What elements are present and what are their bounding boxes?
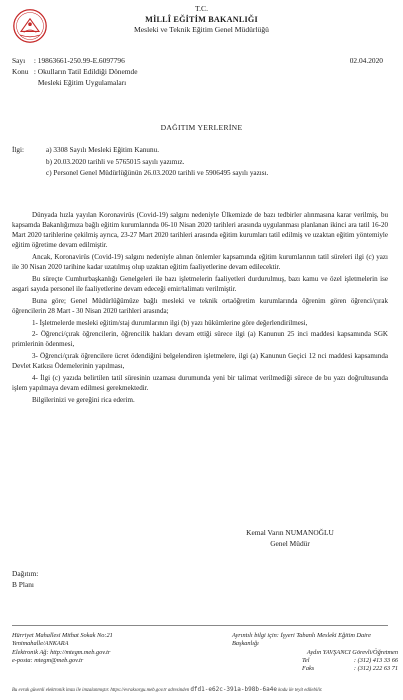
footer-contact xyxy=(232,632,398,673)
footer-fax-row xyxy=(232,665,398,673)
meb-logo-icon xyxy=(12,8,48,44)
signatory-name: Kemal Varın NUMANOĞLU xyxy=(246,528,334,537)
footer-divider xyxy=(12,625,388,626)
konu-label: Konu xyxy=(12,67,29,76)
verify-suffix: kodu ile teyit edilebilir. xyxy=(278,688,323,693)
footer-address xyxy=(12,632,113,665)
footer-contact-name: Aydın YAVŞANCI Görevli/Öğretmen xyxy=(306,648,398,656)
body-closing: Bilgilerinizi ve gereğini rica ederim. xyxy=(32,396,135,405)
footer-address-line: Hürriyet Mahallesi Mithat Sokak No:21 xyxy=(12,632,113,639)
body-list-item: 4- İlgi (c) yazıda belirtilen tatil süresinin uzaması durumunda yeni bir talimat verilmediği sürece de bu yazı doğrultusunda işlem yapılmaya devam edilmesi gerekmektedir. xyxy=(12,374,388,393)
footer-web-link[interactable]: Elektronik Ağ: http://mtegm.meb.gov.tr xyxy=(12,648,111,656)
footer-info-line: Ayrıntılı bilgi için: İşyeri Tabanlı Mesleki Eğitim Daire Başkanlığı xyxy=(232,632,371,648)
verify-text: Bu evrak güvenli elektronik imza ile imzalanmıştır. https://evraksorgu.meb.gov.tr adresinden xyxy=(12,688,190,693)
konu-value-2: Mesleki Eğitim Uygulamaları xyxy=(37,77,127,87)
related-label: İlgi: xyxy=(12,146,24,154)
related-references xyxy=(12,145,383,180)
konu-value: : Okulların Tatil Edildiği Dönemde xyxy=(33,67,138,76)
fax-value: : (312) 222 63 71 xyxy=(353,665,398,673)
distribution-title: DAĞITIM YERLERİNE xyxy=(160,123,243,132)
related-item: b) 20.03.2020 tarihli ve 5765015 sayılı yazımız. xyxy=(46,157,185,166)
footer-tel-row xyxy=(232,657,398,665)
body-list-item: 1- İşletmelerde mesleki eğitim/staj durumlarının ilgi (b) yazı hükümlerine göre değerlendirilmesi, xyxy=(32,318,308,327)
body-paragraph: Dünyada hızla yayılan Koronavirüs (Covid-19) salgını nedeniyle Ülkemizde de bazı tedbirler alınmasına karar verilmiş, bu kapsamda Bakanlığımıza bağlı eğitim kurumlarında 06-10 Nisan 2020 tarihleri arasında uygulanması planlanan ikinci ara tatil 16-20 Mart 2020 tarihlerine çekilmiş ayrıca, 23-27 Mart 2020 tarihleri arasında eğitim kurumları tatil edilmiş ve uzaktan eğitim yöntemiyle eğitim öğretime devam edilmiştir. xyxy=(12,211,388,249)
letterhead xyxy=(70,4,333,36)
distribution-plan: B Planı xyxy=(12,580,34,589)
body-paragraph: Buna göre; Genel Müdürlüğümüze bağlı mesleki ve teknik ortaöğretim kurumlarında öğrenim gören öğrenci/çırak öğrencilerin 28 Mart - 30 Nisan 2020 tarihleri arasında; xyxy=(12,296,388,315)
tel-value: : (312) 413 33 66 xyxy=(353,656,398,664)
header-ministry: MİLLÎ EĞİTİM BAKANLIĞI xyxy=(145,14,258,24)
signatory-title: Genel Müdür xyxy=(270,538,310,548)
body-list-item: 3- Öğrenci/çırak öğrencilere ücret ödendiğini belgelendiren işletmelere, ilgi (a) Kanunun Geçici 12 nci maddesi kapsamında Devlet Katkısı Ödemelerinin yapılması, xyxy=(12,352,388,371)
distribution-block xyxy=(12,568,38,590)
header-directorate: Mesleki ve Teknik Eğitim Genel Müdürlüğü xyxy=(134,25,269,34)
signature-block xyxy=(230,528,350,549)
sayi-label: Sayı xyxy=(12,56,26,65)
footer-email-link[interactable]: e-posta: mtegm@meb.gov.tr xyxy=(12,656,84,664)
letter-body xyxy=(12,211,388,408)
related-item: c) Personel Genel Müdürlüğünün 26.03.2020 tarihli ve 5906495 sayılı yazısı. xyxy=(46,169,269,177)
meta-konu xyxy=(12,67,383,88)
verify-code: dfd1-e62c-391a-b98b-6a4e xyxy=(190,686,278,693)
sayi-value: : 19863661-250.99-E.6097796 xyxy=(33,56,125,65)
distribution-label: Dağıtım: xyxy=(12,569,39,578)
document-date: 02.04.2020 xyxy=(349,56,383,65)
header-line-tc: T.C. xyxy=(195,4,208,13)
tel-label: Tel xyxy=(302,656,310,664)
body-paragraph: Bu süreçte Cumhurbaşkanlığı Genelgeleri ile bazı işletmelerin faaliyetleri durdurulmuş, bazı kamu ve özel işletmelerin ise asgari sayıda personel ile faaliyetlerine devam edeceği emir/talimatı verilmiştir. xyxy=(12,274,388,293)
related-item: a) 3308 Sayılı Mesleki Eğitim Kanunu. xyxy=(46,146,159,154)
verification-line xyxy=(12,686,395,693)
fax-label: Faks xyxy=(302,665,315,673)
footer-address-line: Yenimahalle/ANKARA xyxy=(12,640,69,648)
meta-sayi xyxy=(12,56,383,67)
body-paragraph: Ancak, Koronavirüs (Covid-19) salgını nedeniyle alınan önlemler kapsamında eğitim kurumlarının tatil süreleri ilgi (c) yazı ile 30 Nisan 2020 tarihine kadar uzatılmış olup uzaktan eğitim faaliyetlerine devam edilecektir. xyxy=(12,252,388,271)
body-list-item: 2- Öğrenci/çırak öğrencilerin, öğrencilik hakları devam ettiği sürece ilgi (a) Kanunun 25 inci maddesi kapsamında SGK primlerinin ödenmesi, xyxy=(12,330,388,349)
